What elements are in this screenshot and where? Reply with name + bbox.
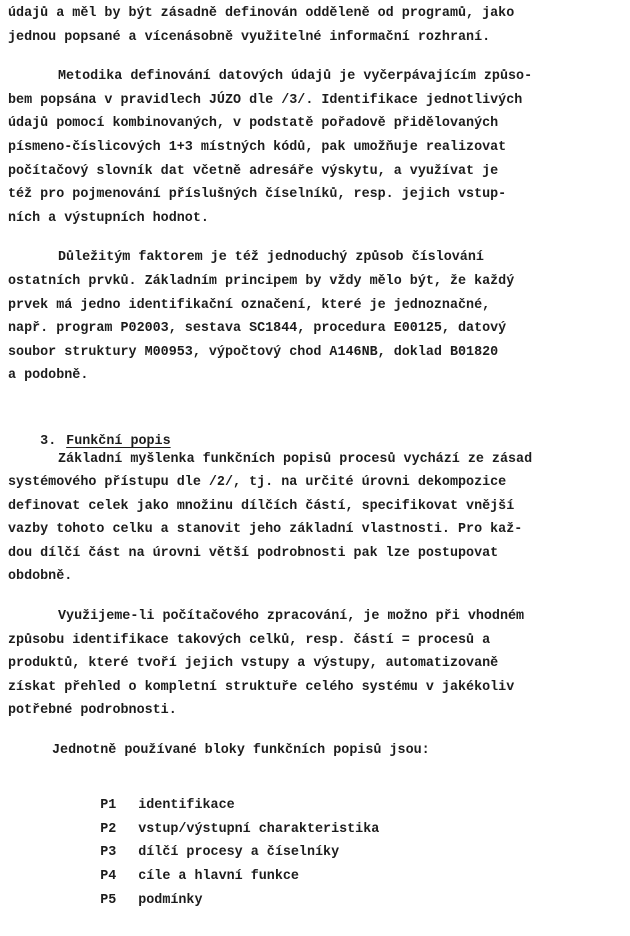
list-item-code: P3 (100, 845, 117, 861)
section-title: Funkční popis (66, 433, 171, 449)
text-line: ostatních prvků. Základním principem by vždy mělo být, že každý (8, 273, 515, 289)
text-line: Základní myšlenka funkčních popisů procesů vychází ze zásad (58, 451, 533, 467)
text-line: soubor struktury M00953, výpočtový chod A146NB, doklad B01820 (8, 344, 499, 360)
paragraph-1 (8, 2, 624, 49)
text-line: Metodika definování datových údajů je vyčerpávajícím způso- (58, 69, 533, 85)
paragraph-gap (8, 230, 624, 246)
text-line: získat přehled o kompletní struktuře celého systému v jakékoliv (8, 679, 515, 695)
list-item-text: vstup/výstupní charakteristika (138, 821, 380, 837)
list-item-text: cíle a hlavní funkce (138, 869, 299, 884)
paragraph-2 (8, 65, 624, 230)
text-line: obdobně. (8, 569, 73, 585)
text-line: a podobně. (8, 368, 89, 384)
text-line: dou dílčí část na úrovni větší podrobnosti pak lze postupovat (8, 545, 499, 561)
list-item (8, 771, 624, 814)
text-line: písmeno-číslicových 1+3 místných kódů, pak umožňuje realizovat (8, 139, 507, 155)
text-line: produktů, které tvoří jejich vstupy a výstupy, automatizovaně (8, 656, 499, 672)
list-item-text: podmínky (138, 892, 203, 908)
text-line: bem popsána v pravidlech JÚZO dle /3/. Identifikace jednotlivých (8, 92, 523, 108)
text-line: způsobu identifikace takových celků, resp. částí = procesů a (8, 632, 491, 648)
text-line: systémového přístupu dle /2/, tj. na určité úrovni dekompozice (8, 475, 507, 491)
text-line: ních a výstupních hodnot. (8, 210, 209, 226)
text-line: Důležitým faktorem je též jednoduchý způsob číslování (58, 250, 484, 266)
paragraph-5 (8, 605, 624, 723)
block-list (8, 771, 624, 908)
list-intro: Jednotně používané bloky funkčních popisů jsou: (52, 743, 430, 759)
section-heading (8, 406, 624, 449)
text-line: údajů pomocí kombinovaných, v podstatě pořadově přidělovaných (8, 116, 499, 132)
paragraph-gap (8, 723, 624, 739)
text-line: též pro pojmenování příslušných číselníků, resp. jejich vstup- (8, 187, 507, 203)
list-item-text: dílčí procesy a číselníky (138, 845, 340, 861)
text-line: Využijeme-li počítačového zpracování, je možno při vhodném (58, 609, 525, 625)
text-line: vazby tohoto celku a stanovit jeho základní vlastnosti. Pro kaž- (8, 522, 523, 538)
text-line: počítačový slovník dat včetně adresáře výskytu, a využívat je (8, 163, 499, 179)
text-line: např. program P02003, sestava SC1844, procedura E00125, datový (8, 321, 507, 337)
text-line: jednou popsané a vícenásobně využitelné informační rozhraní. (8, 29, 491, 45)
section-number: 3. (40, 433, 57, 449)
text-line: údajů a měl by být zásadně definován odděleně od programů, jako (8, 6, 515, 21)
list-item-code: P1 (100, 798, 117, 814)
paragraph-gap (8, 388, 624, 406)
paragraph-4 (8, 448, 624, 590)
list-item-code: P5 (100, 892, 117, 908)
text-line: prvek má jedno identifikační označení, které je jednoznačné, (8, 297, 491, 313)
list-item-text: identifikace (138, 798, 235, 814)
paragraph-gap (8, 589, 624, 605)
paragraph-gap (8, 49, 624, 65)
list-item-code: P2 (100, 821, 117, 837)
paragraph-3 (8, 246, 624, 388)
text-line: definovat celek jako množinu dílčích částí, specifikovat vnější (8, 498, 515, 514)
paragraph-gap (8, 763, 624, 771)
list-item-code: P4 (100, 869, 117, 884)
document-page (8, 2, 624, 908)
text-line: potřebné podrobnosti. (8, 703, 177, 719)
